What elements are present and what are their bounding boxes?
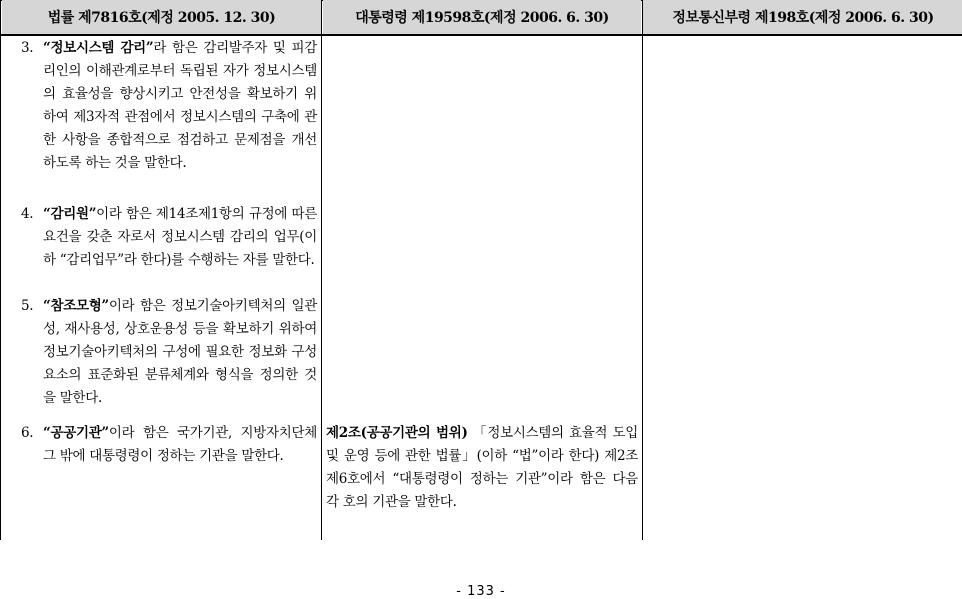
definition-text: 이라 함은 정보기술아키텍처의 일관성, 재사용성, 상호운용성 등을 확보하기 위하여 정보기술아키텍처의 구성에 필요한 정보화 구성요소의 표준화된 분류체계와 형식을 정의한 것을 말한다. (43, 298, 317, 406)
law-item-4 (21, 203, 317, 272)
decree-article-2 (326, 422, 638, 514)
item-number: 6. (21, 425, 34, 441)
defined-term: “참조모형” (43, 298, 109, 314)
header-law: 법률 제7816호(제정 2005. 12. 30) (2, 0, 321, 34)
definition-text: 라 함은 감리발주자 및 피감리인의 이해관계로부터 독립된 자가 정보시스템의 효율성을 향상시키고 안전성을 확보하기 위하여 제3자적 관점에서 정보시스템의 구축에 관한 사항을 종합적으로 점검하고 문제점을 개선하도록 하는 것을 말한다. (43, 40, 317, 171)
article-title: 제2조(공공기관의 범위) (326, 425, 468, 441)
column-divider-1 (321, 0, 322, 540)
definition-text: 이라 함은 제14조제1항의 규정에 따른 요건을 갖춘 자로서 정보시스템 감리의 업무(이하 “감리업무”라 한다)를 수행하는 자를 말한다. (43, 206, 317, 268)
law-item-6 (21, 422, 317, 468)
defined-term: “공공기관” (43, 425, 109, 441)
definition-text: 이라 함은 국가기관, 지방자치단체 그 밖에 대통령령이 정하는 기관을 말한다. (43, 425, 317, 464)
page-number: - 133 - (456, 584, 506, 599)
defined-term: “감리원” (43, 206, 97, 222)
item-number: 5. (21, 298, 34, 314)
header-decree: 대통령령 제19598호(제정 2006. 6. 30) (323, 0, 641, 34)
item-number: 4. (21, 206, 34, 222)
column-divider-2 (642, 0, 643, 540)
item-number: 3. (21, 40, 34, 56)
article-text: 「정보시스템의 효율적 도입 및 운영 등에 관한 법률」(이하 “법”이라 한다) 제2조제6호에서 “대통령령이 정하는 기관”이라 함은 다음 각 호의 기관을 말한다. (326, 425, 638, 510)
law-item-3 (21, 37, 317, 175)
defined-term: “정보시스템 감리” (43, 40, 154, 56)
header-bottom-border (1, 34, 962, 36)
header-ministry-ordinance: 정보통신부령 제198호(제정 2006. 6. 30) (643, 0, 962, 34)
law-item-5 (21, 295, 317, 410)
